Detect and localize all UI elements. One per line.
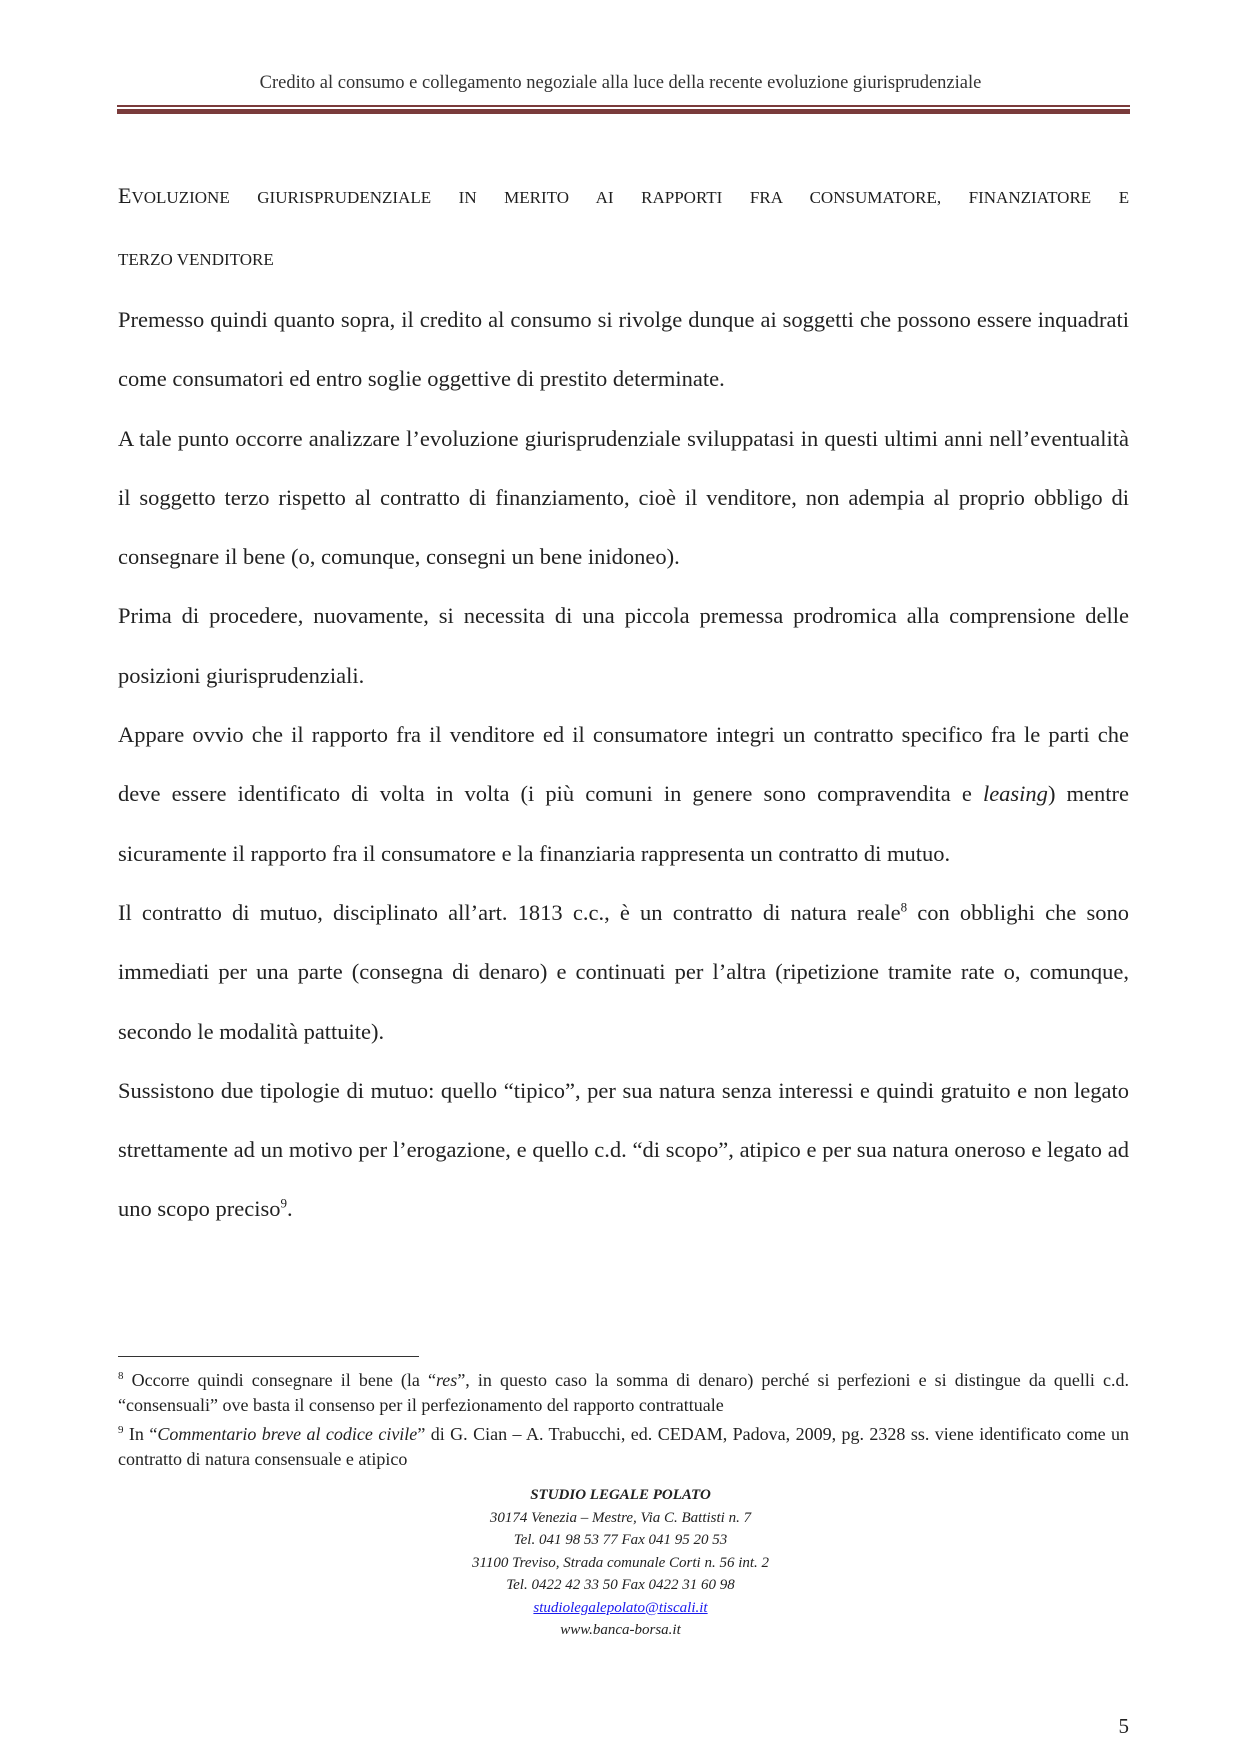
footnote-ref-9[interactable]: 9 [280, 1195, 287, 1211]
footer-email-row [0, 1597, 1241, 1620]
footer-website: www.banca-borsa.it [560, 1622, 681, 1638]
paragraph-5-text-b: con obblighi che sono immediati per una parte (consegna di denaro) e continuati per l’altra (ripetizione tramite rate o, comunque, secondo le modalità pattuite). [118, 899, 1129, 1044]
footnote-8 [118, 1364, 1129, 1418]
header-rule-thin [117, 105, 1130, 107]
section-heading-line-1: EVOLUZIONE GIURISPRUDENZIALE IN MERITO AI RAPPORTI FRA CONSUMATORE, FINANZIATORE E [118, 183, 1130, 208]
header-rule [117, 105, 1130, 114]
footer-address-treviso: 31100 Treviso, Strada comunale Corti n. 56 int. 2 [471, 1554, 770, 1571]
footnote-ref-8[interactable]: 8 [900, 899, 908, 915]
paragraph-4-text-a: Appare ovvio che il rapporto fra il venditore ed il consumatore integri un contratto specifico fra le parti che deve essere identificato di volta in volta (i più comuni in genere sono compravendita e [118, 722, 1129, 807]
footnote-9-number: 9 [118, 1424, 124, 1436]
paragraph-5 [118, 883, 1129, 1061]
main-content [118, 166, 1129, 1239]
paragraph-3: Prima di procedere, nuovamente, si necessita di una piccola premessa prodromica alla comprensione delle posizioni giurisprudenziali. [118, 603, 1129, 688]
footnote-8-text-b: ”, in questo caso la somma di denaro) perché si perfezioni e si distingue da quelli c.d. “consensuali” ove basta il consenso per il perfezionamento del rapporto contrattuale [118, 1370, 1129, 1415]
paragraph-1: Premesso quindi quanto sopra, il credito al consumo si rivolge dunque ai soggetti che possono essere inquadrati come consumatori ed entro soglie oggettive di prestito determinate. [118, 307, 1129, 392]
paragraph-4-italic: leasing [982, 781, 1048, 807]
paragraph-6-text-b: . [286, 1196, 293, 1222]
paragraph-4-text-b: ) mentre sicuramente il rapporto fra il consumatore e la finanziaria rappresenta un contratto di mutuo. [118, 781, 1129, 866]
footer-phone-venezia: Tel. 041 98 53 77 Fax 041 95 20 53 [513, 1532, 728, 1548]
section-heading-line-2: TERZO VENDITORE [118, 250, 274, 269]
footnotes [118, 1364, 1129, 1472]
page-footer [0, 1484, 1241, 1642]
paragraph-2: A tale punto occorre analizzare l’evoluzione giurisprudenziale sviluppatasi in questi ultimi anni nell’eventualità il soggetto terzo rispetto al contratto di finanziamento, cioè il venditore, non adempia al proprio obbligo di consegnare il bene (o, comunque, consegni un bene inidoneo). [118, 425, 1129, 570]
footer-phone-treviso: Tel. 0422 42 33 50 Fax 0422 31 60 98 [506, 1577, 735, 1593]
paragraph-6 [118, 1061, 1129, 1239]
footer-email-link[interactable]: studiolegalepolato@tiscali.it [533, 1599, 708, 1616]
footer-address-venezia: 30174 Venezia – Mestre, Via C. Battisti n. 7 [489, 1509, 752, 1526]
page-number: 5 [1118, 1714, 1129, 1738]
footer-studio-name: STUDIO LEGALE POLATO [530, 1487, 711, 1503]
footnote-8-italic: res [435, 1370, 458, 1390]
footnote-9-italic: Commentario breve al codice civile [157, 1424, 418, 1444]
paragraph-4 [118, 705, 1129, 883]
footnote-8-text-a: Occorre quindi consegnare il bene (la “ [123, 1370, 436, 1390]
running-header: Credito al consumo e collegamento negoziale alla luce della recente evoluzione giurisprudenziale [259, 73, 982, 93]
footnote-9-text-b: ” di G. Cian – A. Trabucchi, ed. CEDAM, Padova, 2009, pg. 2328 ss. viene identificato come un contratto di natura consensuale e atipico [118, 1424, 1129, 1469]
footnote-9 [118, 1418, 1129, 1472]
footnote-8-number: 8 [118, 1370, 124, 1382]
footnote-separator [118, 1356, 419, 1357]
paragraph-5-text-a: Il contratto di mutuo, disciplinato all’art. 1813 c.c., è un contratto di natura reale [118, 899, 901, 925]
footnote-9-text-a: In “ [123, 1424, 158, 1444]
paragraph-6-text-a: Sussistono due tipologie di mutuo: quello “tipico”, per sua natura senza interessi e quindi gratuito e non legato strettamente ad un motivo per l’erogazione, e quello c.d. “di scopo”, atipico e per sua natura oneroso e legato ad uno scopo preciso [118, 1077, 1129, 1222]
header-rule-thick [117, 109, 1130, 114]
